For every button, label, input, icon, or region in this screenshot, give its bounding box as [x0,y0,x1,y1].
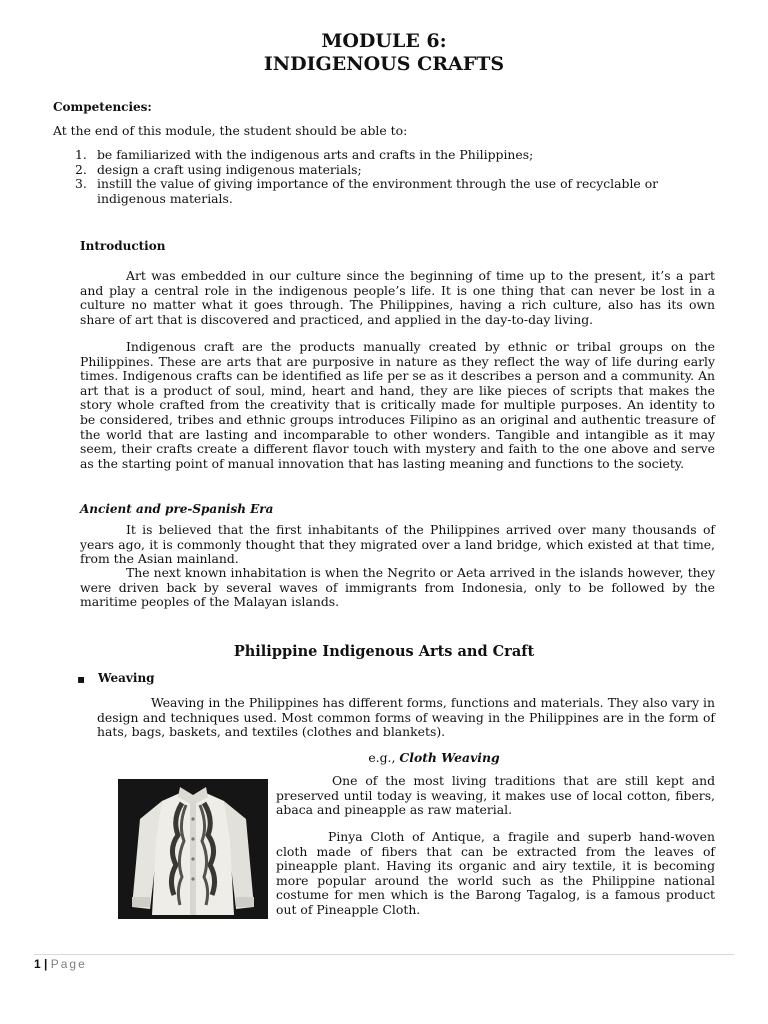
example-prefix: e.g., [368,750,396,765]
introduction-heading: Introduction [80,239,166,253]
cloth-weaving-paragraph-2: Pinya Cloth of Antique, a fragile and superb hand-woven cloth made of fibers that can be extracted from the leaves of pineapple plant. Having its organic and airy textile, it is becoming more popular around the world such as the Philippine national costume for men which is the Barong Tagalog, is a famous product out of Pineapple Cloth. [276,829,715,917]
ancient-paragraph-2: The next known inhabitation is when the Negrito or Aeta arrived in the islands however, they were driven back by several waves of immigrants from Indonesia, only to be followed by the maritime peoples of the Malayan islands. [80,565,715,610]
list-text: be familiarized with the indigenous arts and crafts in the Philippines; [97,147,534,162]
weaving-heading: Weaving [98,671,155,685]
example-label: Cloth Weaving [399,750,500,765]
section-title: Philippine Indigenous Arts and Craft [233,643,535,660]
footer-divider [34,954,734,955]
page-label: Page [50,957,87,971]
introduction-paragraph-2: Indigenous craft are the products manually created by ethnic or tribal groups on the Philippines. These are arts that are purposive in nature as they reflect the way of life during early times. Indigenous crafts can be identified as life per se as it describes a person and a community. An art that is a product of soul, mind, heart and hand, they are like pieces of scripts that makes the story whole crafted from the creativity that is critically made for multiple purposes. An identity to be considered, tribes and ethnic groups introduces Filipino as an original and authentic treasure of the world that are lasting and incomparable to other wonders. Tangible and intangible as it may seem, their crafts create a different flavor touch with mystery and faith to the one above and serve as the starting point of manual innovation that has lasting meaning and functions to the society. [80,339,715,471]
list-item [75,177,697,206]
competencies-intro: At the end of this module, the student should be able to: [53,123,408,138]
list-item [75,163,697,178]
list-number: 3. [75,176,87,192]
weaving-paragraph: Weaving in the Philippines has different forms, functions and materials. They also vary in design and techniques used. Most common forms of weaving in the Philippines are in the form of hats, bags, baskets, and textiles (clothes and blankets). [97,695,715,740]
competencies-list [75,148,697,206]
list-number: 2. [75,161,87,177]
barong-tagalog-photo [118,779,268,919]
list-item [75,148,697,163]
module-title [0,30,768,76]
page-number: 1 [34,957,41,971]
introduction-paragraph-1: Art was embedded in our culture since the beginning of time up to the present, it’s a part and play a central role in the indigenous people’s life. It is one thing that can never be lost in a culture no matter what it goes through. The Philippines, having a rich culture, also has its own share of art that is discovered and practiced, and applied in the day-to-day living. [80,268,715,327]
barong-shirt-illustration [118,779,268,919]
footer-separator: | [44,957,48,971]
competencies-heading: Competencies: [53,100,152,114]
ancient-era-heading: Ancient and pre-Spanish Era [80,502,274,516]
bullet-icon: ▪ [77,672,86,686]
title-line-1: MODULE 6: [321,30,447,52]
list-text: design a craft using indigenous materials; [97,161,362,177]
page-footer [34,957,87,971]
cloth-weaving-paragraph-1: One of the most living traditions that are still kept and preserved until today is weaving, it makes use of local cotton, fibers, abaca and pineapple as raw material. [276,773,715,818]
list-number: 1. [75,147,87,162]
ancient-paragraph-1: It is believed that the first inhabitants of the Philippines arrived over many thousands of years ago, it is commonly thought that they migrated over a land bridge, which existed at that time, from the Asian mainland. [80,522,715,567]
list-text: instill the value of giving importance of the environment through the use of recyclable or indigenous materials. [97,176,659,206]
example-line [0,750,768,765]
title-line-2: INDIGENOUS CRAFTS [263,53,505,75]
